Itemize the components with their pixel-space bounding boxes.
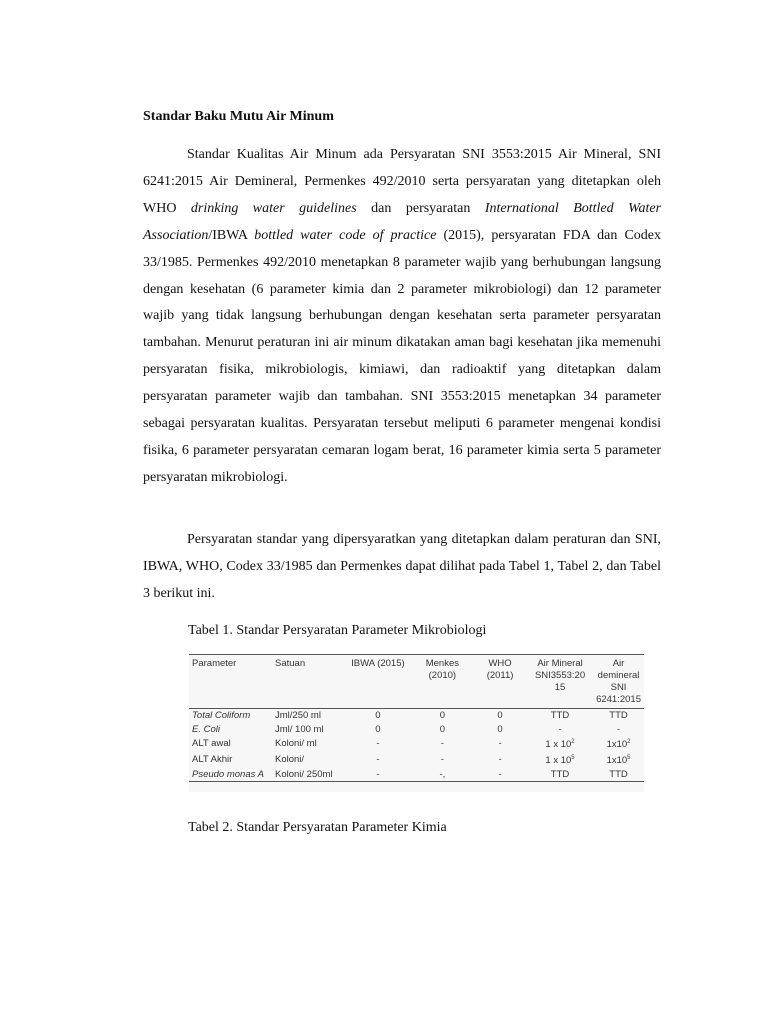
paragraph-1-italic-c: bottled water code of practice [254,227,437,243]
cell-ibwa: - [344,768,411,782]
paragraph-1-text-c: /IBWA [208,227,255,243]
section-heading: Standar Baku Mutu Air Minum [143,109,334,124]
cell-air-demineral: - [616,723,621,735]
cell-who: - [498,738,502,750]
header-satuan: Satuan [272,655,344,709]
cell-satuan: Jml/250 ml [275,710,321,721]
cell-ibwa: - [376,754,380,766]
cell-satuan: Koloni/ 250ml [272,768,344,782]
cell-air-mineral: TTD [527,768,593,782]
cell-menkes: 0 [439,710,446,721]
cell-air-demineral: TTD [593,768,644,782]
cell-who: 0 [497,723,503,735]
table-1-image [189,654,644,792]
header-air-demineral: Air demineral SNI 6241:2015 [593,655,644,709]
cell-ibwa: - [376,738,380,750]
table-2-caption: Tabel 2. Standar Persyaratan Parameter Kimia [188,820,447,835]
table-row [189,768,644,782]
cell-menkes: - [440,754,444,766]
cell-who: - [473,768,527,782]
table-row [189,736,644,752]
cell-air-mineral: - [558,723,562,735]
cell-parameter: ALT awal [192,738,231,750]
cell-satuan: Jml/ 100 ml [275,723,324,735]
cell-air-demineral: $1x10^2$ [606,739,631,751]
cell-parameter: ALT Akhir [192,754,233,766]
cell-menkes: 0 [439,723,446,735]
paragraph-1-italic-b: International Bottled Water Association [143,200,662,243]
paragraph-1-italic-a: drinking water guidelines [190,200,357,216]
table-row [189,752,644,768]
paragraph-1-text-d: (2015), persyaratan FDA dan Codex 33/1985. Permenkes 492/2010 menetapkan 8 parameter wajib yang berhubungan langsung dengan kesehatan (6 parameter kimia dan 2 parameter mikrobiologi) dan 12 parameter wajib yang tidak langsung berhubungan dengan kesehatan serta parameter persyaratan tambahan. Menurut peraturan ini air minum dikatakan aman bagi kesehatan jika memenuhi persyaratan fisika, mikrobiologis, kimiawi, dan radioaktif yang ditetapkan dalam persyaratan parameter wajib dan tambahan. SNI 3553:2015 menetapkan 34 parameter sebagai persyaratan kualitas. Persyaratan tersebut meliputi 6 parameter mengenai kondisi fisika, 6 parameter persyaratan cemaran logam berat, 16 parameter kimia serta 5 parameter persyaratan mikrobiologi. [143,227,661,485]
table-row [189,709,644,723]
cell-satuan: Koloni/ ml [275,738,317,750]
header-who: WHO (2011) [473,655,527,709]
header-parameter: Parameter [189,655,272,709]
header-menkes: Menkes (2010) [412,655,474,709]
cell-who: 0 [497,710,503,721]
paragraph-2: Persyaratan standar yang dipersyaratkan yang ditetapkan dalam peraturan dan SNI, IBWA, WHO, Codex 33/1985 dan Permenkes dapat dilihat pada Tabel 1, Tabel 2, dan Tabel 3 berikut ini. [143,532,661,601]
header-ibwa: IBWA (2015) [344,655,411,709]
cell-parameter: Pseudo monas A [189,768,272,782]
cell-ibwa: 0 [375,710,381,721]
cell-satuan: Koloni/ [275,754,305,766]
cell-menkes: - [440,738,444,750]
table-row [189,723,644,737]
cell-air-mineral: TTD [550,710,570,721]
cell-ibwa: 0 [375,723,381,735]
cell-who: - [498,754,502,766]
cell-air-demineral: TTD [609,710,628,721]
cell-parameter: Total Coliform [192,710,251,721]
paragraph-1-text-b: dan persyaratan [356,200,485,216]
cell-air-mineral: 1 x $10^5$ [545,754,575,767]
paragraph-1-text-a: Standar Kualitas Air Minum ada Persyaratan SNI 3553:2015 Air Mineral, SNI 6241:2015 Air Demineral, Permenkes 492/2010 serta persyaratan yang ditetapkan oleh WHO [143,147,661,216]
cell-menkes: -, [412,768,474,782]
microbiology-table [189,654,644,782]
header-air-mineral: Air Mineral SNI3553:20 15 [527,655,593,709]
cell-parameter: E. Coli [192,723,220,735]
table-1-caption: Tabel 1. Standar Persyaratan Parameter Mikrobiologi [188,623,487,638]
paragraph-1 [143,142,661,492]
cell-air-demineral: $1x10^5$ [606,754,631,767]
cell-air-mineral: 1 x $10^2$ [545,739,575,751]
table-header-row [189,655,644,709]
